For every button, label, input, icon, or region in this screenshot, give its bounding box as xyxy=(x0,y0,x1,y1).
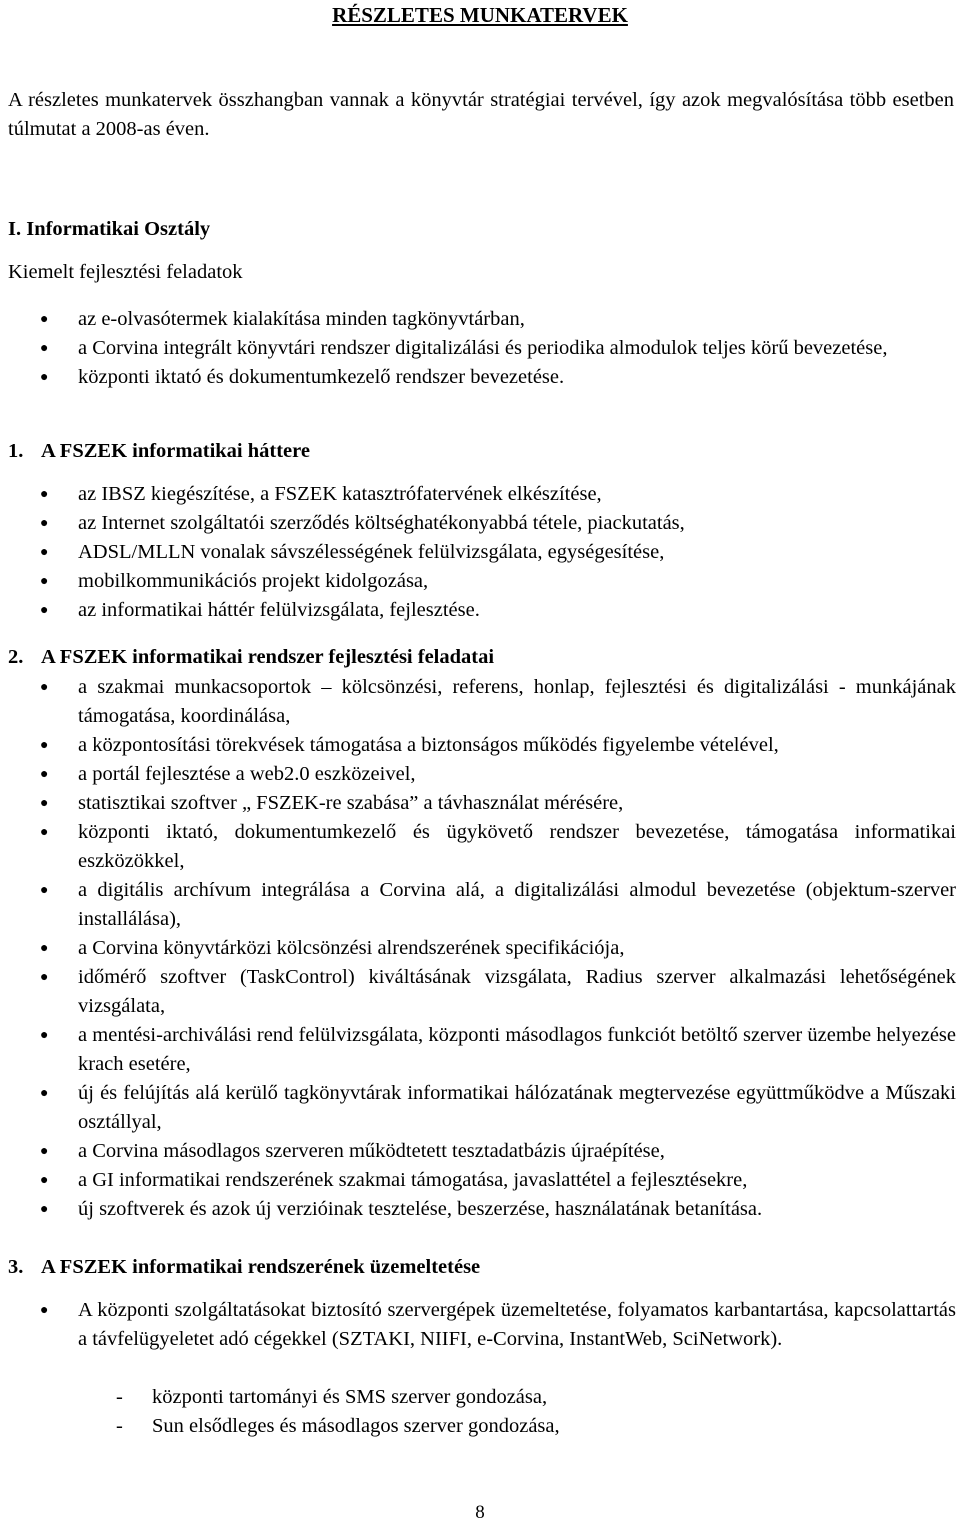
section-1-heading: 1. A FSZEK informatikai háttere xyxy=(8,440,310,462)
bullet-icon: ● xyxy=(40,1028,49,1043)
bullet-icon: ● xyxy=(40,545,49,560)
bullet-icon: ● xyxy=(40,1303,49,1318)
bullet-icon: ● xyxy=(40,796,49,811)
bullet-icon: ● xyxy=(40,487,49,502)
list-item: ● a Corvina másodlagos szerveren működtetett tesztadatbázis újraépítése, xyxy=(0,1137,956,1166)
page-number: 8 xyxy=(475,1502,485,1523)
list-item: ● a mentési-archiválási rend felülvizsgálata, központi másodlagos funkciót betöltő szerver üzembe helyezése krach esetére, xyxy=(0,1021,956,1079)
list-item: ● A központi szolgáltatásokat biztosító szervergépek üzemeltetése, folyamatos karbantartása, kapcsolattartás a távfelügyeletet adó cégekkel (SZTAKI, NIIFI, e-Corvina, InstantWeb, SciNetwork). xyxy=(0,1296,956,1354)
bullet-icon: ● xyxy=(40,883,49,898)
list-item: ● a Corvina könyvtárközi kölcsönzési alrendszerének specifikációja, xyxy=(0,934,956,963)
list-item: ● statisztikai szoftver „ FSZEK-re szabása” a távhasználat mérésére, xyxy=(0,789,956,818)
bullet-icon: ● xyxy=(40,516,49,531)
list-item: ● az Internet szolgáltatói szerződés költséghatékonyabbá tétele, piackutatás, xyxy=(0,509,956,538)
section-3-heading: 3. A FSZEK informatikai rendszerének üzemeltetése xyxy=(8,1256,481,1278)
dash-marker: - xyxy=(116,1415,123,1437)
section-3-dash-list xyxy=(0,1383,960,1441)
bullet-icon: ● xyxy=(40,738,49,753)
intro-paragraph: A részletes munkatervek összhangban vannak a könyvtár stratégiai tervével, így azok megvalósítása több esetben túlmutat a 2008-as éven. xyxy=(8,89,954,140)
list-item: ● új és felújítás alá kerülő tagkönyvtárak informatikai hálózatának megtervezése együttműködve a Műszaki osztállyal, xyxy=(0,1079,956,1137)
bullet-icon: ● xyxy=(40,312,49,327)
section-2-heading: 2. A FSZEK informatikai rendszer fejlesztési feladatai xyxy=(8,646,495,668)
section-main-subheading: Kiemelt fejlesztési feladatok xyxy=(8,261,243,283)
bullet-icon: ● xyxy=(40,603,49,618)
dash-item: - központi tartományi és SMS szerver gondozása, xyxy=(0,1383,960,1412)
list-item: ● központi iktató és dokumentumkezelő rendszer bevezetése. xyxy=(0,363,956,392)
list-item: ● a GI informatikai rendszerének szakmai támogatása, javaslattétel a fejlesztésekre, xyxy=(0,1166,956,1195)
list-item: ● időmérő szoftver (TaskControl) kiváltásának vizsgálata, Radius szerver alkalmazási lehetőségének vizsgálata, xyxy=(0,963,956,1021)
dash-item: - Sun elsődleges és másodlagos szerver gondozása, xyxy=(0,1412,960,1441)
list-item: ● ADSL/MLLN vonalak sávszélességének felülvizsgálata, egységesítése, xyxy=(0,538,956,567)
section-main-heading: I. Informatikai Osztály xyxy=(8,218,211,240)
bullet-icon: ● xyxy=(40,767,49,782)
list-item: ● központi iktató, dokumentumkezelő és ügykövető rendszer bevezetése, támogatása informatikai eszközökkel, xyxy=(0,818,956,876)
list-item: ● a portál fejlesztése a web2.0 eszközeivel, xyxy=(0,760,956,789)
list-item: ● a digitális archívum integrálása a Corvina alá, a digitalizálási almodul bevezetése (objektum-szerver installálása), xyxy=(0,876,956,934)
bullet-icon: ● xyxy=(40,341,49,356)
bullet-icon: ● xyxy=(40,574,49,589)
bullet-icon: ● xyxy=(40,970,49,985)
bullet-icon: ● xyxy=(40,1086,49,1101)
list-item: ● az e-olvasótermek kialakítása minden tagkönyvtárban, xyxy=(0,305,956,334)
list-item: ● a központosítási törekvések támogatása a biztonságos működés figyelembe vételével, xyxy=(0,731,956,760)
bullet-icon: ● xyxy=(40,370,49,385)
bullet-icon: ● xyxy=(40,1144,49,1159)
list-item: ● új szoftverek és azok új verzióinak tesztelése, beszerzése, használatának betanítása. xyxy=(0,1195,956,1224)
list-item: ● a szakmai munkacsoportok – kölcsönzési, referens, honlap, fejlesztési és digitalizálási - munkájának támogatása, koordinálása, xyxy=(0,673,956,731)
page-title: RÉSZLETES MUNKATERVEK xyxy=(332,3,628,27)
bullet-icon: ● xyxy=(40,680,49,695)
bullet-icon: ● xyxy=(40,825,49,840)
bullet-icon: ● xyxy=(40,941,49,956)
list-item: ● az IBSZ kiegészítése, a FSZEK katasztrófatervének elkészítése, xyxy=(0,480,956,509)
dash-marker: - xyxy=(116,1386,123,1408)
section-3-list xyxy=(0,1296,960,1354)
list-item: ● a Corvina integrált könyvtári rendszer digitalizálási és periodika almodulok teljes körű bevezetése, xyxy=(0,334,956,363)
list-item: ● az informatikai háttér felülvizsgálata, fejlesztése. xyxy=(0,596,956,625)
list-item: ● mobilkommunikációs projekt kidolgozása, xyxy=(0,567,956,596)
section-main-list xyxy=(0,305,960,392)
section-1-list xyxy=(0,480,960,625)
section-2-list xyxy=(0,673,960,1224)
bullet-icon: ● xyxy=(40,1173,49,1188)
bullet-icon: ● xyxy=(40,1202,49,1217)
